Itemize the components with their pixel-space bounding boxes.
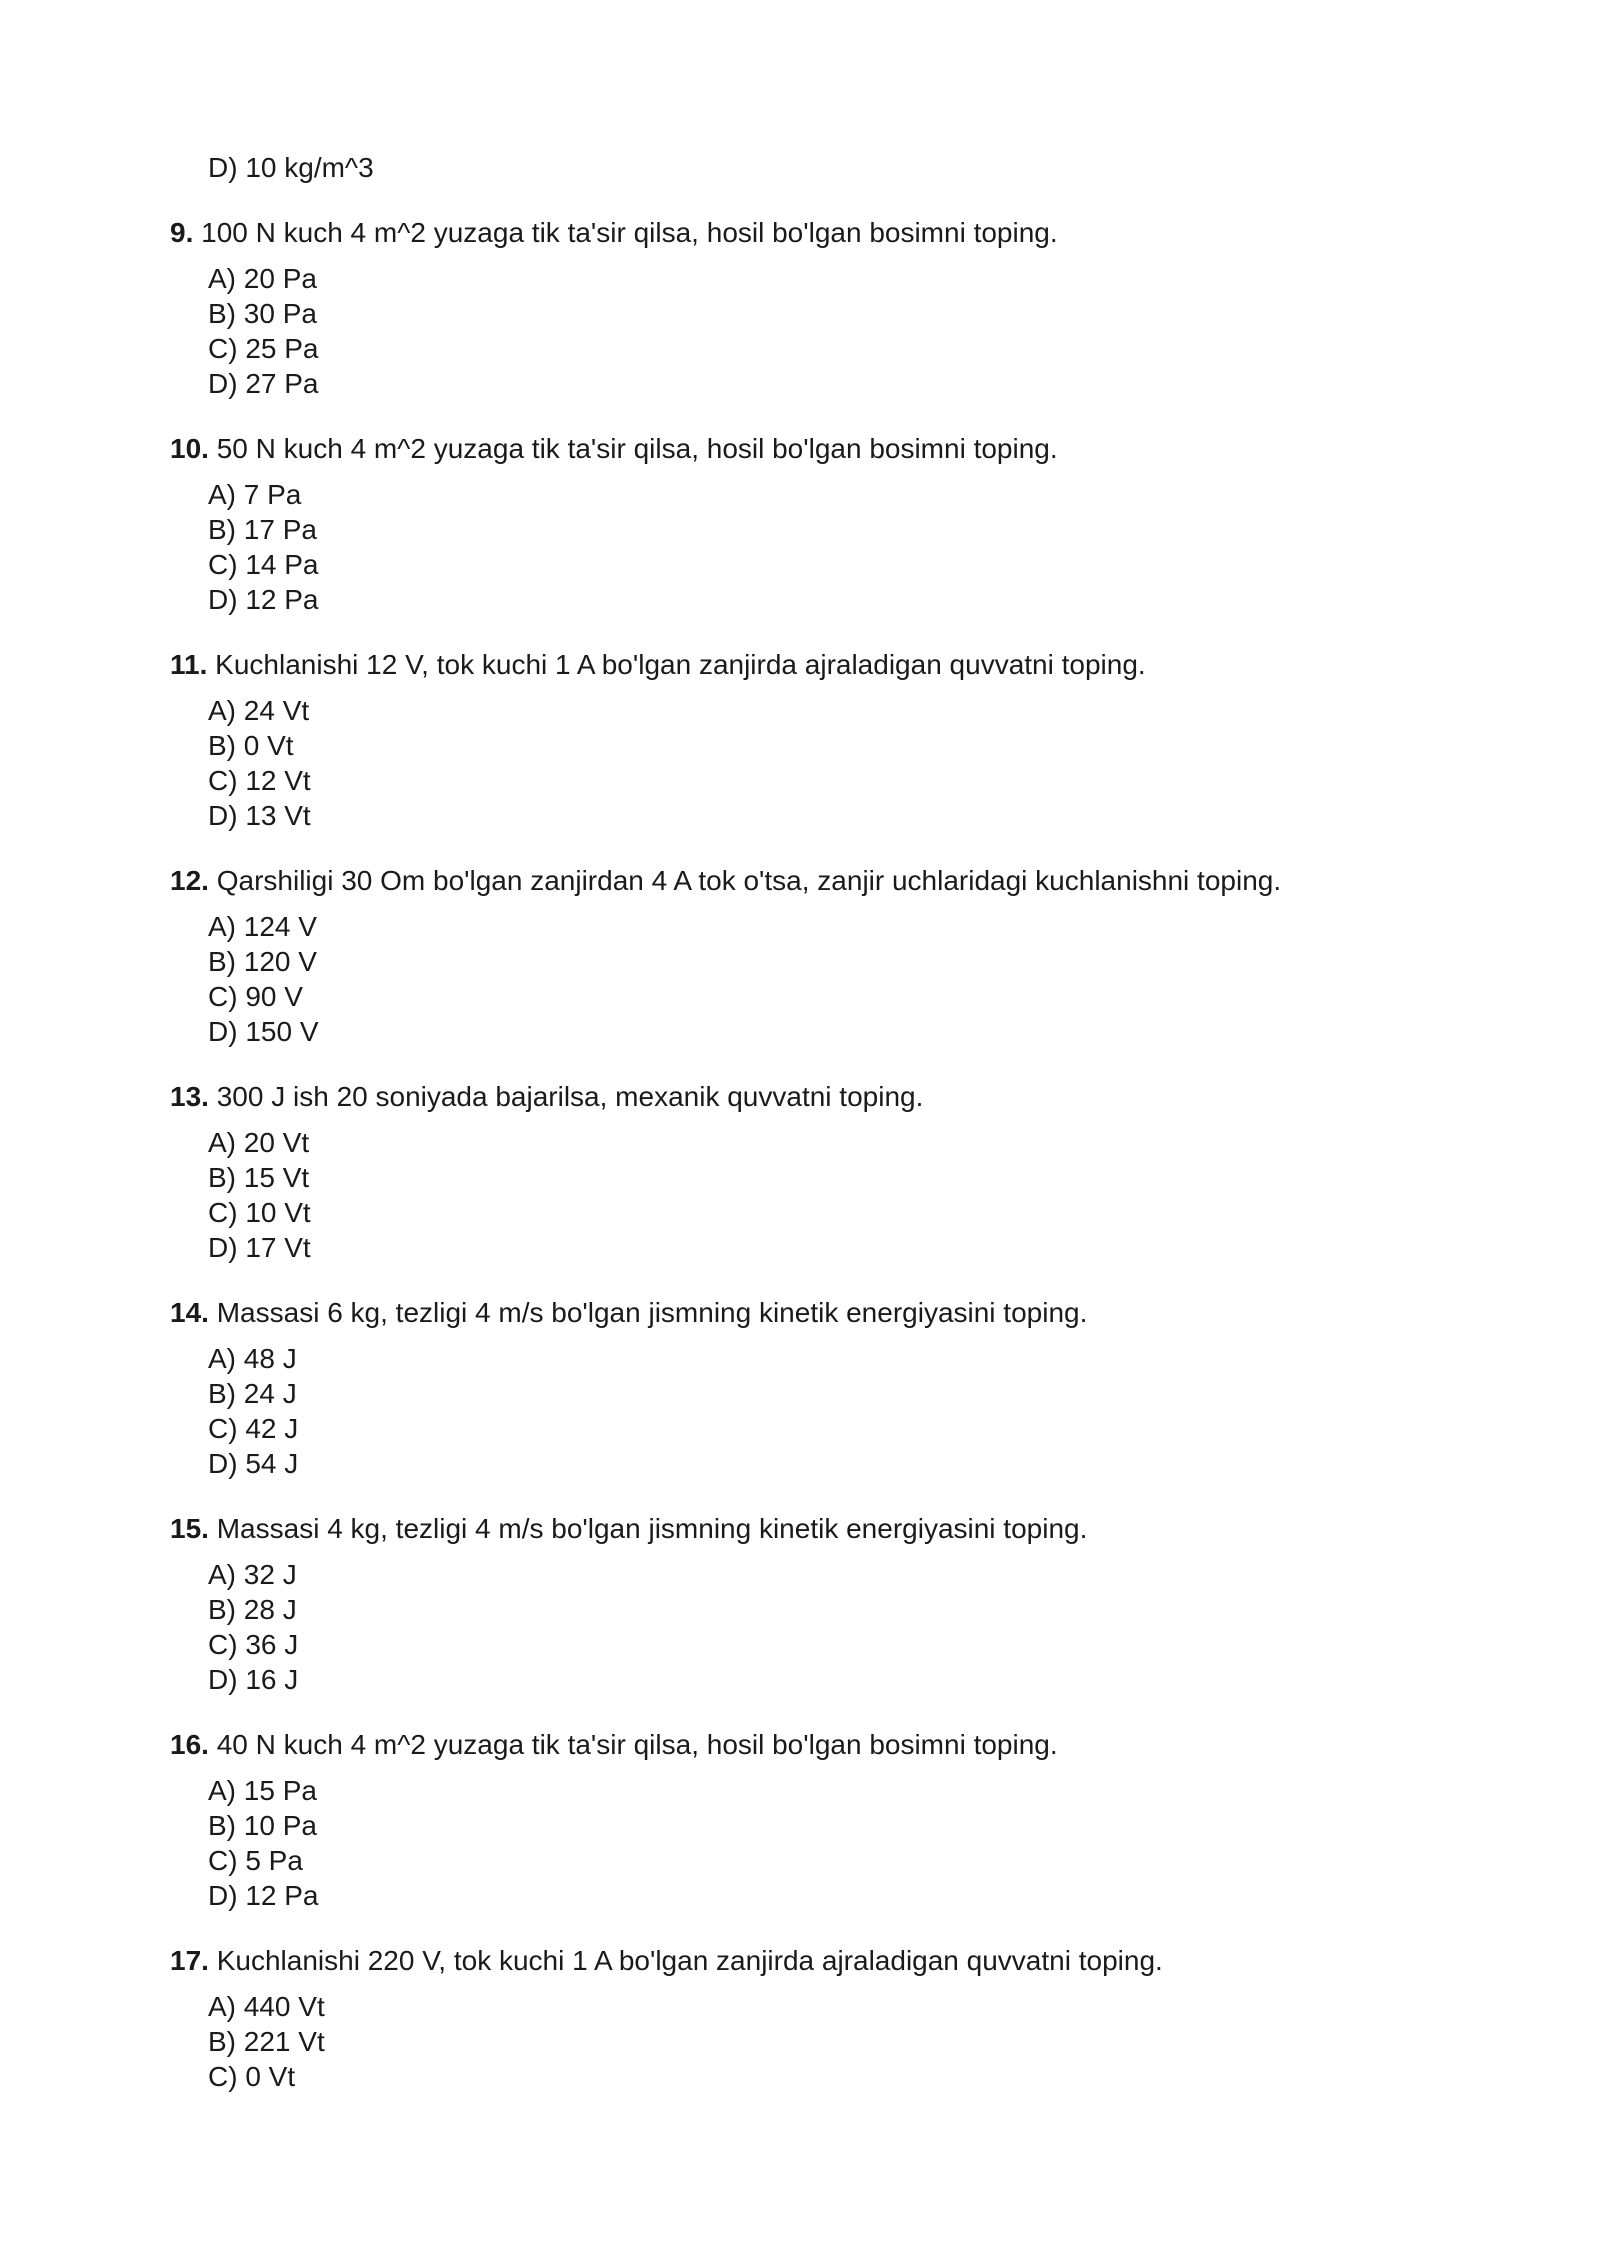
question-text <box>170 1943 1600 1979</box>
question-number: 13. <box>170 1081 209 1112</box>
answer-option-d: D) 17 Vt <box>208 1232 311 1263</box>
answer-option-a: A) 32 J <box>208 1559 297 1590</box>
answer-option-c: C) 25 Pa <box>208 333 319 364</box>
question-14 <box>170 1295 1600 1481</box>
question-number: 12. <box>170 865 209 896</box>
answer-option-a: A) 48 J <box>208 1343 297 1374</box>
answer-options <box>208 909 1600 1049</box>
question-text <box>170 1079 1600 1115</box>
question-10 <box>170 431 1600 617</box>
answer-option-b: B) 30 Pa <box>208 298 317 329</box>
answer-options <box>208 1989 1600 2094</box>
answer-option-d: D) 150 V <box>208 1016 319 1047</box>
question-body: Kuchlanishi 12 V, tok kuchi 1 A bo'lgan zanjirda ajraladigan quvvatni toping. <box>215 649 1146 680</box>
previous-question-options <box>208 150 1600 185</box>
answer-option-d: D) 12 Pa <box>208 1880 319 1911</box>
question-15 <box>170 1511 1600 1697</box>
question-number: 10. <box>170 433 209 464</box>
question-text <box>170 1295 1600 1331</box>
answer-options <box>208 1773 1600 1913</box>
answer-option-a: A) 24 Vt <box>208 695 310 726</box>
question-11 <box>170 647 1600 833</box>
answer-option-c: C) 14 Pa <box>208 549 319 580</box>
question-body: 100 N kuch 4 m^2 yuzaga tik ta'sir qilsa, hosil bo'lgan bosimni toping. <box>201 217 1058 248</box>
answer-option-c: C) 42 J <box>208 1413 299 1444</box>
answer-option-c: C) 10 Vt <box>208 1197 311 1228</box>
answer-options <box>208 1557 1600 1697</box>
question-17 <box>170 1943 1600 2094</box>
answer-option-d: D) 54 J <box>208 1448 299 1479</box>
question-body: Qarshiligi 30 Om bo'lgan zanjirdan 4 A tok o'tsa, zanjir uchlaridagi kuchlanishni toping. <box>216 865 1282 896</box>
question-text <box>170 863 1600 899</box>
question-number: 17. <box>170 1945 209 1976</box>
answer-options <box>208 1341 1600 1481</box>
answer-options <box>208 693 1600 833</box>
question-body: 300 J ish 20 soniyada bajarilsa, mexanik quvvatni toping. <box>216 1081 924 1112</box>
answer-option-b: B) 28 J <box>208 1594 297 1625</box>
answer-option-b: B) 17 Pa <box>208 514 317 545</box>
question-body: Massasi 6 kg, tezligi 4 m/s bo'lgan jismning kinetik energiyasini toping. <box>216 1297 1088 1328</box>
answer-option-c: C) 36 J <box>208 1629 299 1660</box>
answer-options <box>208 1125 1600 1265</box>
question-number: 16. <box>170 1729 209 1760</box>
question-text <box>170 1727 1600 1763</box>
answer-options <box>208 261 1600 401</box>
question-text <box>170 431 1600 467</box>
answer-option-c: C) 12 Vt <box>208 765 311 796</box>
answer-option-a: A) 15 Pa <box>208 1775 317 1806</box>
answer-option-a: A) 20 Pa <box>208 263 317 294</box>
answer-option-a: A) 20 Vt <box>208 1127 310 1158</box>
question-9 <box>170 215 1600 401</box>
question-number: 15. <box>170 1513 209 1544</box>
question-number: 11. <box>170 649 208 680</box>
question-text <box>170 1511 1600 1547</box>
question-body: Massasi 4 kg, tezligi 4 m/s bo'lgan jismning kinetik energiyasini toping. <box>216 1513 1088 1544</box>
answer-option-c: C) 0 Vt <box>208 2061 296 2092</box>
answer-option-d: D) 16 J <box>208 1664 299 1695</box>
answer-option-c: C) 90 V <box>208 981 303 1012</box>
question-number: 9. <box>170 217 194 248</box>
question-12 <box>170 863 1600 1049</box>
answer-option-b: B) 24 J <box>208 1378 297 1409</box>
answer-option-b: B) 10 Pa <box>208 1810 317 1841</box>
question-16 <box>170 1727 1600 1913</box>
answer-option-b: B) 221 Vt <box>208 2026 325 2057</box>
question-text <box>170 215 1600 251</box>
answer-option-a: A) 124 V <box>208 911 317 942</box>
answer-option-d: D) 12 Pa <box>208 584 319 615</box>
question-body: 40 N kuch 4 m^2 yuzaga tik ta'sir qilsa, hosil bo'lgan bosimni toping. <box>216 1729 1058 1760</box>
answer-option-a: A) 440 Vt <box>208 1991 325 2022</box>
question-text <box>170 647 1600 683</box>
answer-option-b: B) 0 Vt <box>208 730 294 761</box>
answer-option-b: B) 15 Vt <box>208 1162 310 1193</box>
question-13 <box>170 1079 1600 1265</box>
answer-option-d: D) 13 Vt <box>208 800 311 831</box>
answer-option-b: B) 120 V <box>208 946 317 977</box>
answer-option-c: C) 5 Pa <box>208 1845 303 1876</box>
question-body: 50 N kuch 4 m^2 yuzaga tik ta'sir qilsa, hosil bo'lgan bosimni toping. <box>216 433 1058 464</box>
answer-options <box>208 477 1600 617</box>
answer-option: D) 10 kg/m^3 <box>208 152 374 183</box>
question-number: 14. <box>170 1297 209 1328</box>
answer-option-a: A) 7 Pa <box>208 479 302 510</box>
question-body: Kuchlanishi 220 V, tok kuchi 1 A bo'lgan zanjirda ajraladigan quvvatni toping. <box>216 1945 1163 1976</box>
answer-option-d: D) 27 Pa <box>208 368 319 399</box>
